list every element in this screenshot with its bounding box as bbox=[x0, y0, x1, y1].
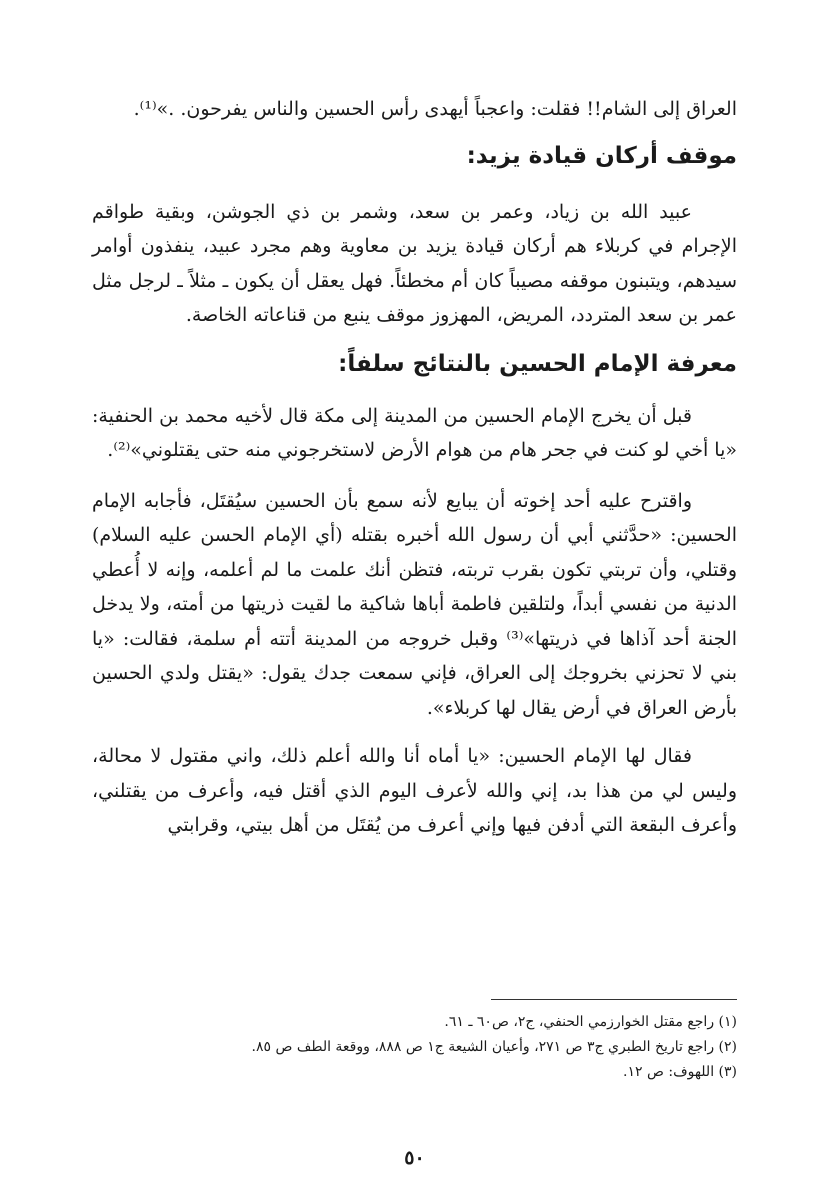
paragraph-brother-suggestion: واقترح عليه أحد إخوته أن يبايع لأنه سمع بأن الحسين سيُقتَل، فأجابه الإمام الحسين: «حدَّثني أبي أن رسول الله أخبره بقتله (أي الإمام الحسن عليه السلام) وقتلي، وأن تربتي تكون بقرب تربته، فتظن أنك علمت ما لم أعلمه، وإنه لا أُعطي الدنية من نفسي أبداً، ولتلقين فاطمة أباها شاكية ما لقيت ذريتها من أمته، ولا يدخل الجنة أحد آذاها في ذريتها»⁽³⁾ وقبل خروجه من المدينة أتته أم سلمة، فقالت: «يا بني لا تحزني بخروجك إلى العراق، فإني سمعت جدك يقول: «يقتل ولدي الحسين بأرض العراق في أرض يقال لها كربلاء». bbox=[92, 489, 737, 719]
page-number: ٥٠ bbox=[404, 1147, 425, 1169]
footnote-3: (٣) اللهوف: ص ١٢. bbox=[623, 1064, 737, 1080]
section-heading-hussein-foreknowledge: معرفة الإمام الحسين بالنتائج سلفاً: bbox=[338, 350, 737, 377]
paragraph-reply-to-umm-salama: فقال لها الإمام الحسين: «يا أماه أنا والله أعلم ذلك، واني مقتول لا محالة، وليس لي من هذا بد، إني والله لأعرف اليوم الذي أقتل فيه، وأعرف من يقتلني، وأعرف البقعة التي أدفن فيها وإني أعرف من يُقتَل من أهل بيتي، وقرابتي bbox=[92, 745, 737, 836]
paragraph-leaving-medina: قبل أن يخرج الإمام الحسين من المدينة إلى مكة قال لأخيه محمد بن الحنفية: «يا أخي لو كنت في جحر هام من هوام الأرض لاستخرجوني منه حتى يقتلوني»⁽²⁾. bbox=[92, 404, 737, 461]
footnote-2: (٢) راجع تاريخ الطبري ج٣ ص ٢٧١، وأعيان الشيعة ج١ ص ٨٨٨، ووقعة الطف ص ٨٥. bbox=[251, 1039, 737, 1055]
section-heading-yazid-leadership: موقف أركان قيادة يزيد: bbox=[466, 142, 737, 169]
footnotes bbox=[92, 1010, 737, 1085]
footnote-1: (١) راجع مقتل الخوارزمي الحنفي، ج٢، ص٦٠ ـ ٦١. bbox=[444, 1014, 737, 1030]
paragraph-yazid-leadership: عبيد الله بن زياد، وعمر بن سعد، وشمر بن ذي الجوشن، وبقية طواقم الإجرام في كربلاء هم أركان قيادة يزيد بن معاوية وهم مجرد عبيد، ينفذون أوامر سيدهم، ويتبنون موقفه مصيباً كان أم مخطئاً. فهل يعقل أن يكون ـ مثلاً ـ لرجل مثل عمر بن سعد المتردد، المريض، المهزوز موقف ينبع من قناعاته الخاصة. bbox=[92, 200, 737, 326]
footnote-divider bbox=[491, 999, 737, 1000]
page-body bbox=[92, 92, 737, 843]
paragraph-continuation: العراق إلى الشام!! فقلت: واعجباً أيهدى رأس الحسين والناس يفرحون. .»⁽¹⁾. bbox=[133, 98, 737, 120]
